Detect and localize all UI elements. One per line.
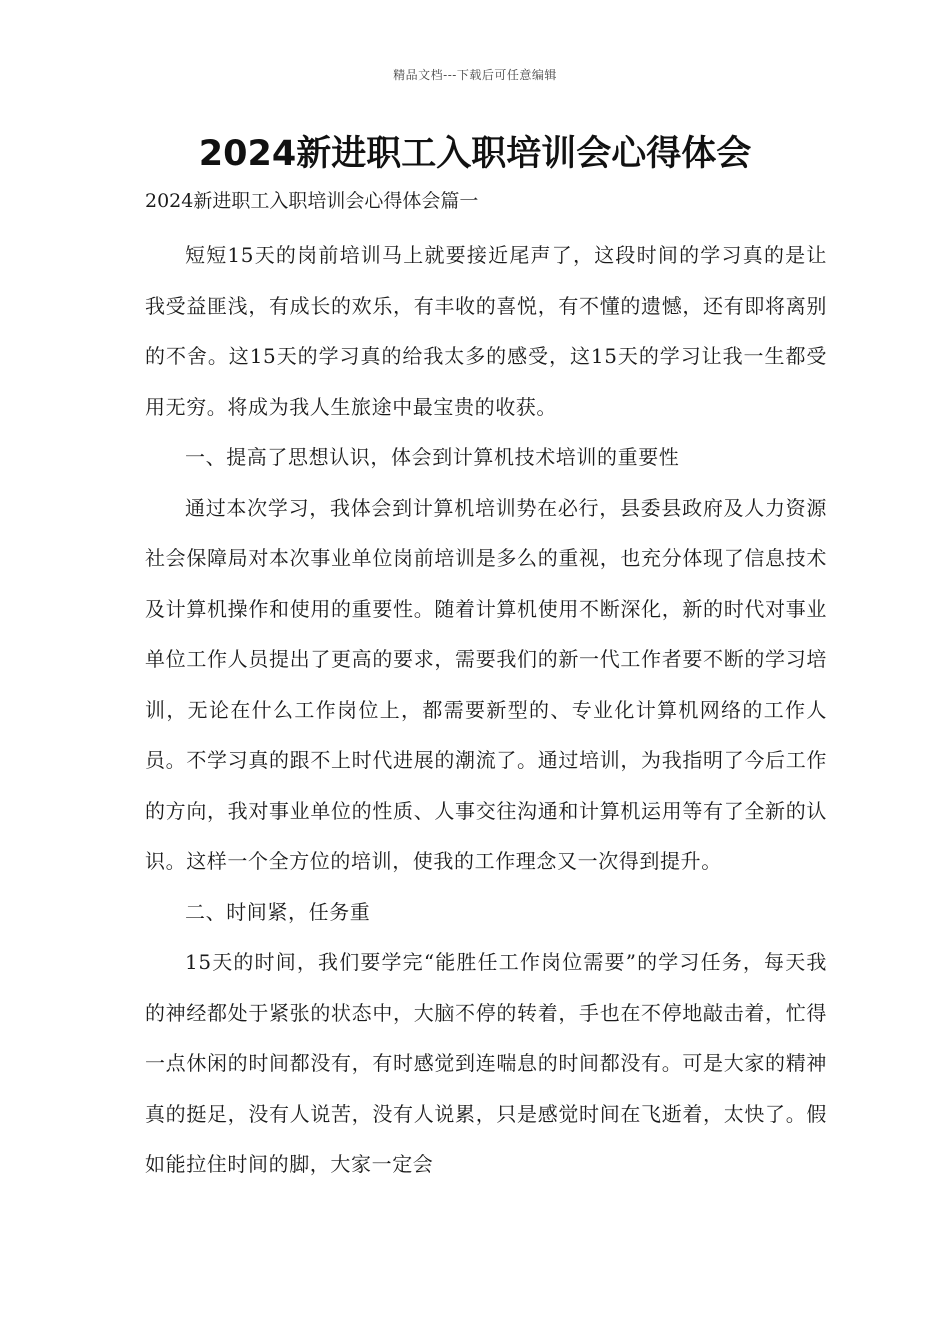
document-title: 2024新进职工入职培训会心得体会 [198, 134, 752, 174]
header-note: 精品文档---下载后可任意编辑 [393, 68, 557, 82]
section-heading-2: 二、时间紧，任务重 [185, 899, 371, 924]
section-heading-1: 一、提高了思想认识，体会到计算机技术培训的重要性 [185, 445, 680, 469]
paragraph-section-2: 15天的时间，我们要学完“能胜任工作岗位需要”的学习任务，每天我的神经都处于紧张的状态中，大脑不停的转着，手也在不停地敲击着，忙得一点休闲的时间都没有，有时感觉到连喘息的时间都没有。可是大家的精神真的挺足，没有人说苦，没有人说累，只是感觉时间在飞逝着，太快了。假如能拉住时间的脚，大家一定会 [145, 950, 827, 1176]
document-subtitle: 2024新进职工入职培训会心得体会篇一 [145, 190, 479, 212]
paragraph-section-1: 通过本次学习，我体会到计算机培训势在必行，县委县政府及人力资源社会保障局对本次事业单位岗前培训是多么的重视，也充分体现了信息技术及计算机操作和使用的重要性。随着计算机使用不断深化，新的时代对事业单位工作人员提出了更高的要求，需要我们的新一代工作者要不断的学习培训，无论在什么工作岗位上，都需要新型的、专业化计算机网络的工作人员。不学习真的跟不上时代进展的潮流了。通过培训，为我指明了今后工作的方向，我对事业单位的性质、人事交往沟通和计算机运用等有了全新的认识。这样一个全方位的培训，使我的工作理念又一次得到提升。 [145, 495, 827, 873]
document-body [145, 230, 827, 1190]
paragraph-intro: 短短15天的岗前培训马上就要接近尾声了，这段时间的学习真的是让我受益匪浅，有成长的欢乐，有丰收的喜悦，有不懂的遗憾，还有即将离别的不舍。这15天的学习真的给我太多的感受，这15天的学习让我一生都受用无穷。将成为我人生旅途中最宝贵的收获。 [145, 243, 827, 419]
